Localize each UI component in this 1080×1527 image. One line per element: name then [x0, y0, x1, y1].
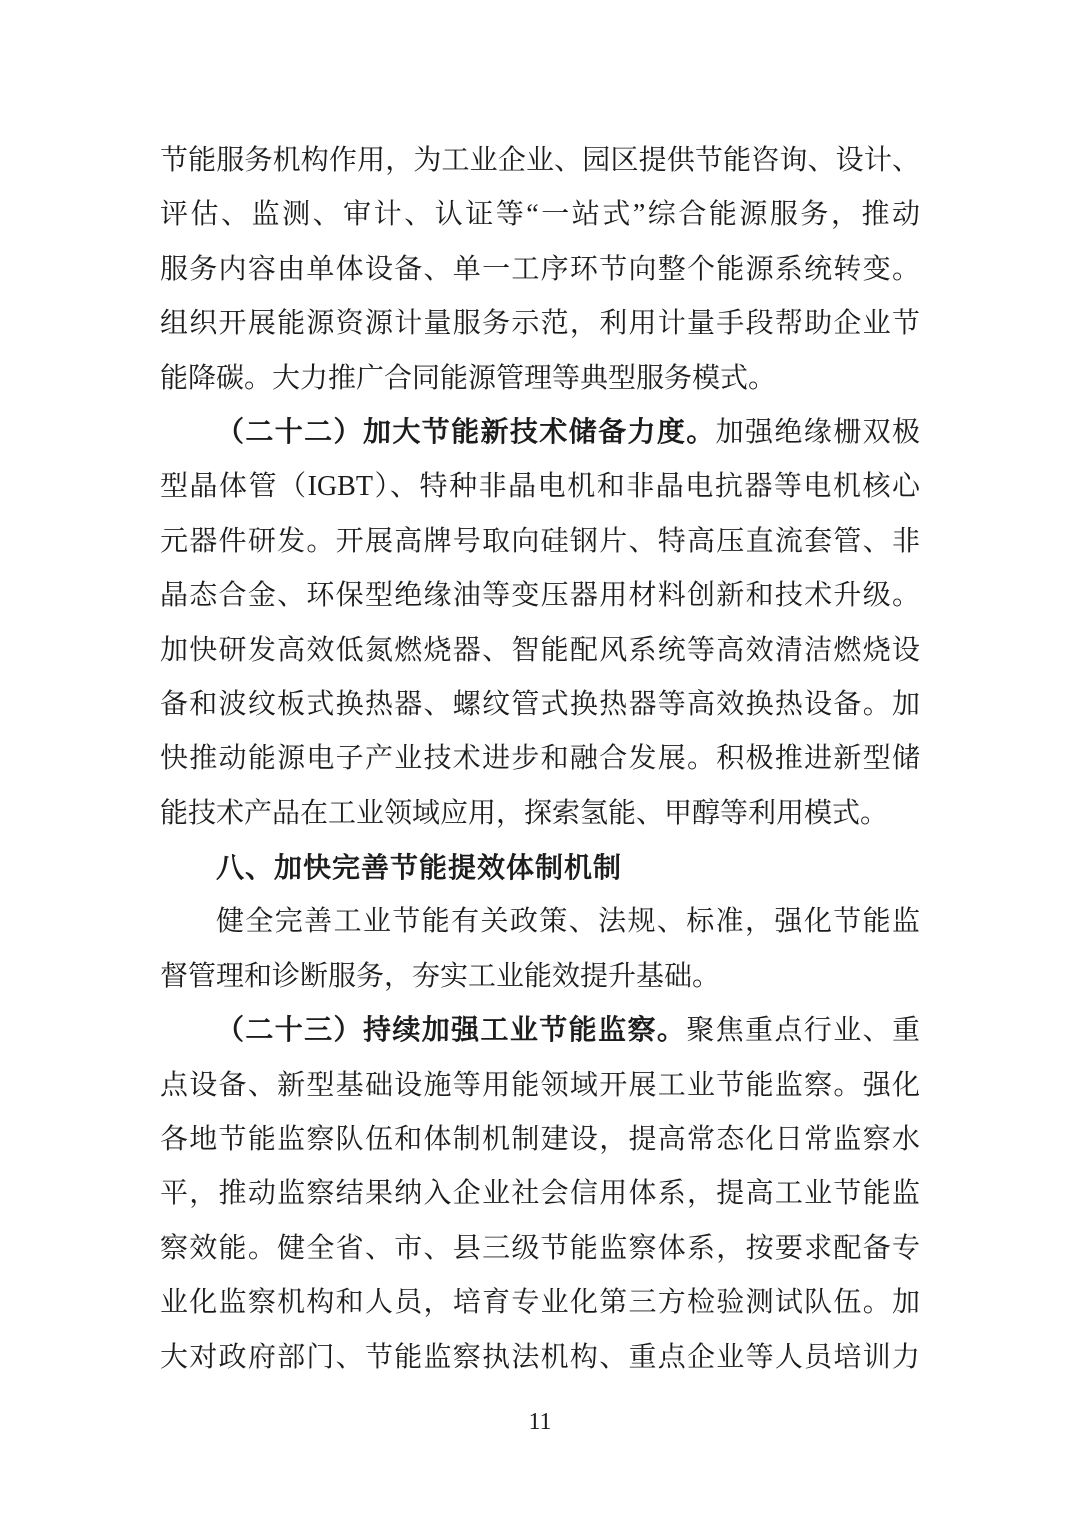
text-line: 晶态合金、环保型绝缘油等变压器用材料创新和技术升级。 [160, 580, 920, 612]
text-line: 业化监察机构和人员，培育专业化第三方检验测试队伍。加 [160, 1287, 920, 1319]
text-line: 服务内容由单体设备、单一工序环节向整个能源系统转变。 [160, 253, 920, 285]
section-title-bold: （二十三）持续加强工业节能监察。 [216, 1015, 687, 1047]
text-line: 节能服务机构作用，为工业企业、园区提供节能咨询、设计、 [160, 145, 920, 176]
text-line-section-title [160, 406, 920, 460]
text-line: 平，推动监察结果纳入企业社会信用体系，提高工业节能监 [160, 1178, 920, 1210]
document-body [160, 134, 920, 1385]
text-line: 备和波纹板式换热器、螺纹管式换热器等高效换热设备。加 [160, 688, 920, 720]
chapter-heading: 八、加快完善节能提效体制机制 [216, 852, 623, 884]
text-line: 加快研发高效低氮燃烧器、智能配风系统等高效清洁燃烧设 [160, 634, 920, 666]
text-line: 能降碳。大力推广合同能源管理等典型服务模式。 [160, 362, 777, 394]
text-line: 大对政府部门、节能监察执法机构、重点企业等人员培训力 [160, 1341, 920, 1373]
text-line: 组织开展能源资源计量服务示范，利用计量手段帮助企业节 [160, 308, 920, 340]
section-title-rest: 加强绝缘栅双极 [715, 416, 920, 448]
section-title-rest: 聚焦重点行业、重 [686, 1015, 920, 1047]
text-line: 点设备、新型基础设施等用能领域开展工业节能监察。强化 [160, 1069, 920, 1101]
text-line: 健全完善工业节能有关政策、法规、标准，强化节能监 [216, 906, 920, 938]
text-line: 型晶体管（IGBT）、特种非晶电机和非晶电抗器等电机核心 [160, 471, 920, 503]
text-line: 快推动能源电子产业技术进步和融合发展。积极推进新型储 [160, 743, 920, 775]
text-line: 评估、监测、审计、认证等“一站式”综合能源服务，推动 [160, 199, 920, 231]
text-line: 督管理和诊断服务，夯实工业能效提升基础。 [160, 960, 721, 992]
text-line: 元器件研发。开展高牌号取向硅钢片、特高压直流套管、非 [160, 525, 920, 557]
text-line: 各地节能监察队伍和体制机制建设，提高常态化日常监察水 [160, 1124, 920, 1156]
page-number: 11 [528, 1409, 552, 1435]
text-line: 察效能。健全省、市、县三级节能监察体系，按要求配备专 [160, 1232, 920, 1264]
text-line-section-title [160, 1004, 920, 1058]
section-title-bold: （二十二）加大节能新技术储备力度。 [216, 416, 716, 448]
text-line: 能技术产品在工业领域应用，探索氢能、甲醇等利用模式。 [160, 797, 889, 829]
